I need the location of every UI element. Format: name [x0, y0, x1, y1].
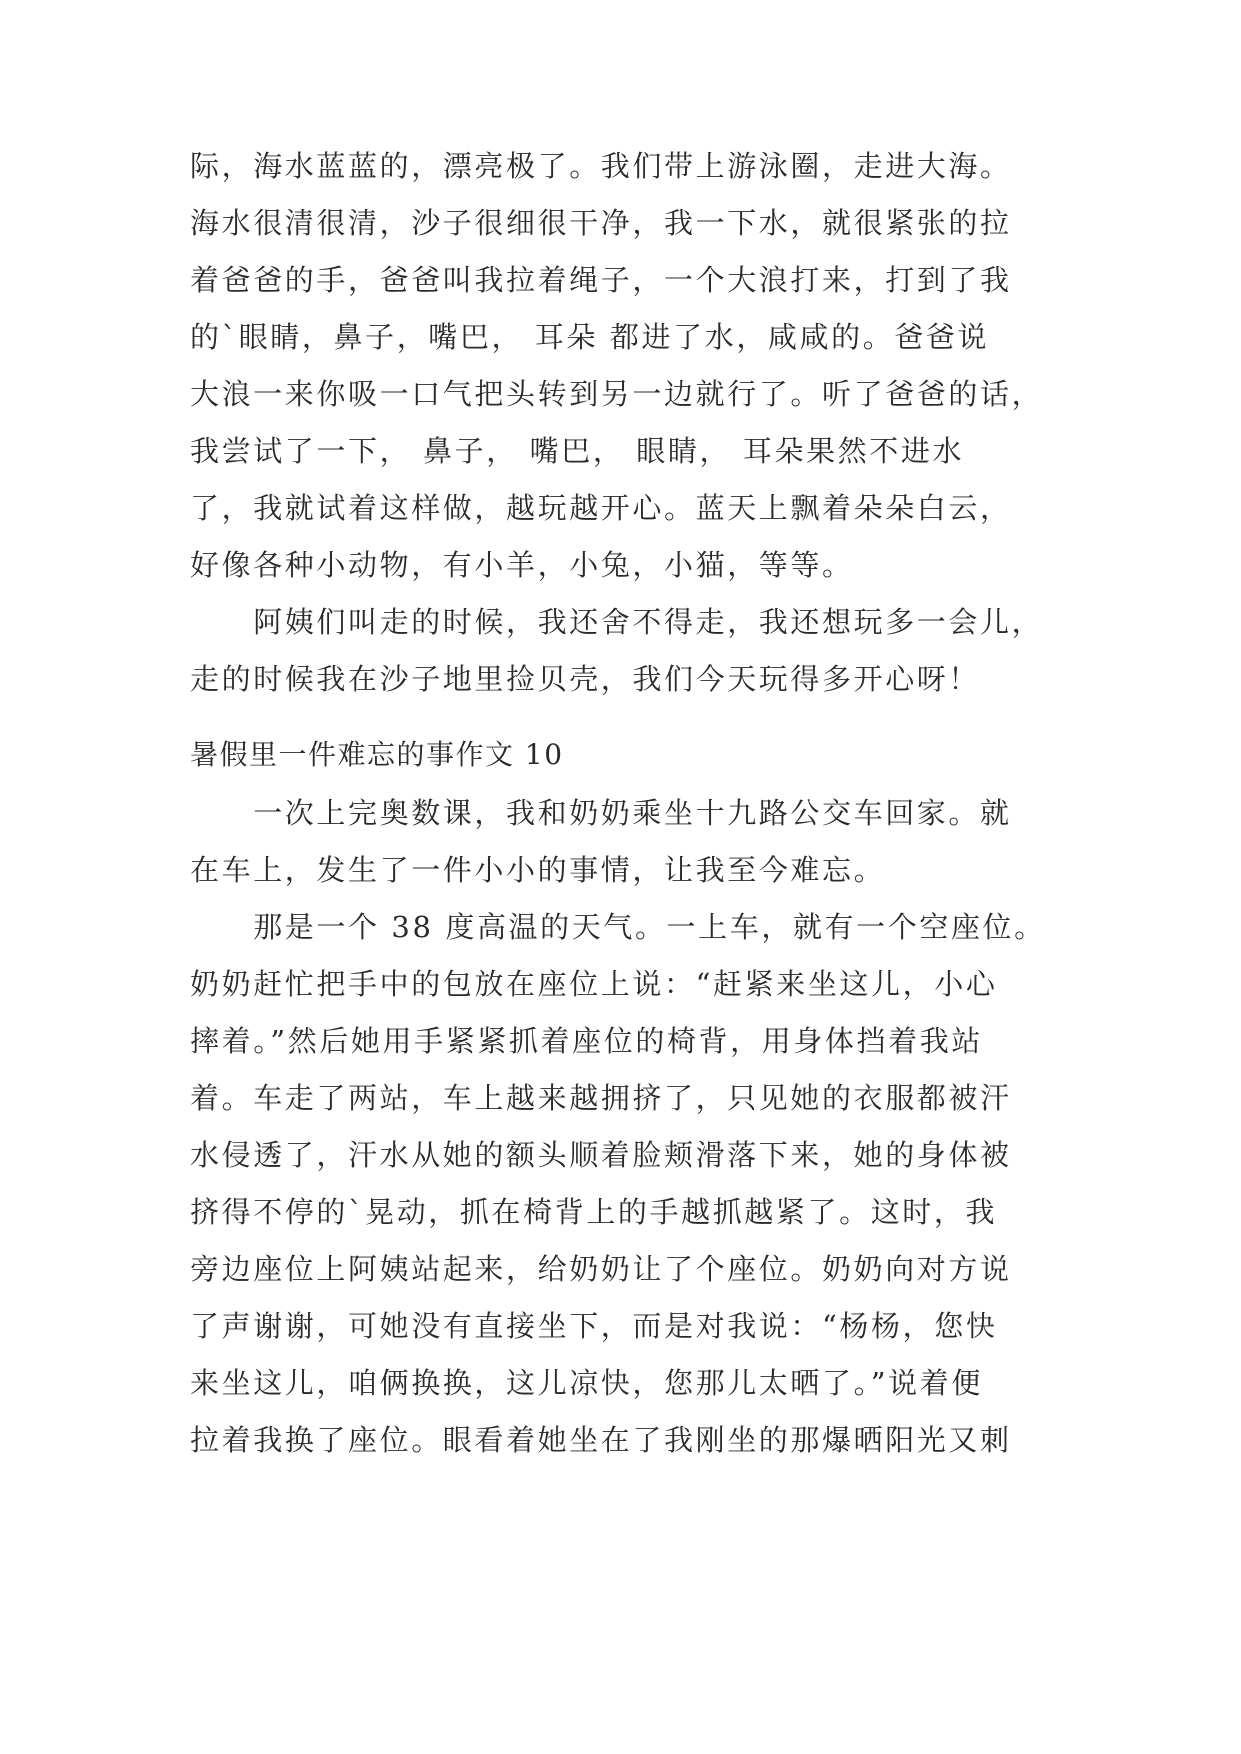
- text-line: 奶奶赶忙把手中的包放在座位上说：“赶紧来坐这儿，小心: [190, 967, 998, 1001]
- text-line: 来坐这儿，咱俩换换，这儿凉快，您那儿太晒了。”说着便: [190, 1366, 983, 1400]
- text-line: 的`眼睛，鼻子，嘴巴， 耳朵 都进了水，咸咸的。爸爸说: [190, 320, 990, 354]
- text-line: 好像各种小动物，有小羊，小兔，小猫，等等。: [190, 548, 854, 582]
- text-line: 阿姨们叫走的时候，我还舍不得走，我还想玩多一会儿，: [190, 605, 1044, 639]
- text-line: 我尝试了一下， 鼻子， 嘴巴， 眼睛， 耳朵果然不进水: [190, 434, 965, 468]
- text-line: 了声谢谢，可她没有直接坐下，而是对我说：“杨杨，您快: [190, 1309, 998, 1343]
- text-line: 一次上完奥数课，我和奶奶乘坐十九路公交车回家。就: [190, 796, 1012, 830]
- text-line: 摔着。”然后她用手紧紧抓着座位的椅背，用身体挡着我站: [190, 1024, 983, 1058]
- essay-heading: 暑假里一件难忘的事作文 10: [190, 738, 564, 771]
- text-line: 了，我就试着这样做，越玩越开心。蓝天上飘着朵朵白云，: [190, 491, 1012, 525]
- text-line: 挤得不停的`晃动，抓在椅背上的手越抓越紧了。这时，我: [190, 1195, 998, 1229]
- text-line: 着。车走了两站，车上越来越拥挤了，只见她的衣服都被汗: [190, 1081, 1012, 1115]
- text-line: 走的时候我在沙子地里捡贝壳，我们今天玩得多开心呀！: [190, 662, 981, 696]
- text-line: 拉着我换了座位。眼看着她坐在了我刚坐的那爆晒阳光又刺: [190, 1423, 1012, 1457]
- text-line: 着爸爸的手，爸爸叫我拉着绳子，一个大浪打来，打到了我: [190, 263, 1012, 297]
- text-line: 那是一个 38 度高温的天气。一上车，就有一个空座位。: [190, 910, 1046, 944]
- text-line: 际，海水蓝蓝的，漂亮极了。我们带上游泳圈，走进大海。: [190, 149, 1012, 183]
- text-line: 海水很清很清，沙子很细很干净，我一下水，就很紧张的拉: [190, 206, 1012, 240]
- text-line: 水侵透了，汗水从她的额头顺着脸颊滑落下来，她的身体被: [190, 1138, 1012, 1172]
- text-line: 旁边座位上阿姨站起来，给奶奶让了个座位。奶奶向对方说: [190, 1252, 1012, 1286]
- text-line: 在车上，发生了一件小小的事情，让我至今难忘。: [190, 853, 886, 887]
- text-line: 大浪一来你吸一口气把头转到另一边就行了。听了爸爸的话，: [190, 377, 1044, 411]
